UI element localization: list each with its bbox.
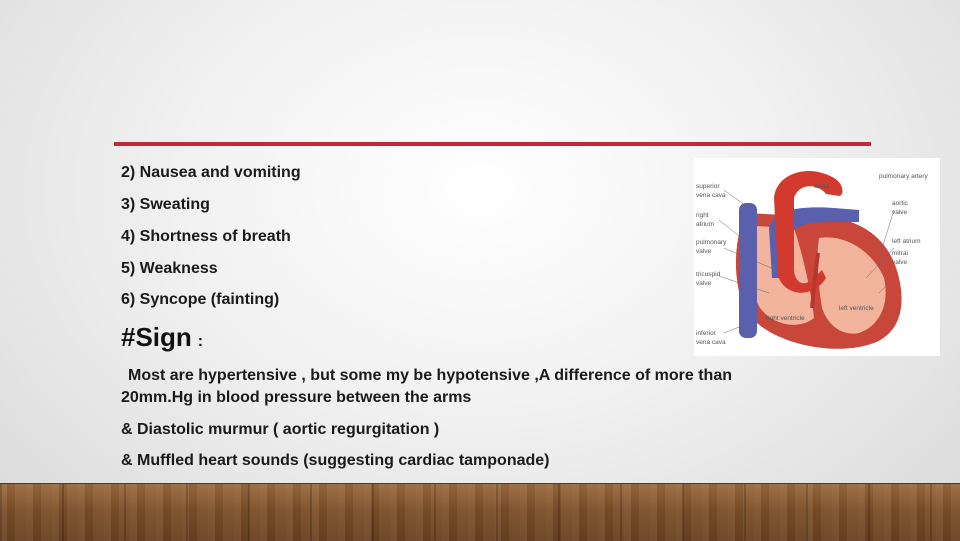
label-superior-vena-cava-2: vena cava: [696, 192, 726, 199]
label-left-atrium: left atrium: [892, 238, 921, 245]
sign-item-murmur: & Diastolic murmur ( aortic regurgitation ): [121, 421, 440, 438]
wood-floor-decoration: [0, 483, 960, 541]
label-inferior-vena-cava-1: inferior: [696, 330, 716, 337]
heart-diagram: [694, 158, 940, 356]
label-aortic-valve-1: aortic: [892, 200, 908, 207]
sign-heading-text: #Sign: [121, 322, 192, 352]
label-inferior-vena-cava-2: vena cava: [696, 339, 726, 346]
heart-diagram-svg: [694, 158, 940, 356]
sign-description: [121, 365, 821, 409]
label-aorta: aorta: [814, 183, 829, 190]
label-mitral-valve-1: mitral: [892, 250, 908, 257]
sign-heading-colon: :: [197, 333, 204, 350]
label-right-atrium-1: right: [696, 212, 709, 219]
label-right-ventricle: right ventricle: [766, 315, 805, 322]
symptom-item: 2) Nausea and vomiting: [121, 164, 301, 181]
sign-item-heart-sounds: & Muffled heart sounds (suggesting cardiac tamponade): [121, 452, 550, 469]
symptom-item: 3) Sweating: [121, 196, 210, 213]
sign-description-line2: 20mm.Hg in blood pressure between the arms: [121, 389, 472, 406]
label-pulmonary-valve-1: pulmonary: [696, 239, 727, 246]
symptom-item: 5) Weakness: [121, 260, 218, 277]
vena-cava: [739, 203, 757, 338]
sign-description-line1: Most are hypertensive , but some my be hypotensive ,A difference of more than: [128, 367, 732, 384]
label-left-ventricle: left ventricle: [839, 305, 874, 312]
label-pulmonary-artery: pulmonary artery: [879, 173, 928, 180]
label-mitral-valve-2: valve: [892, 259, 908, 266]
label-tricuspid-valve-2: valve: [696, 280, 712, 287]
title-divider-rule: [114, 142, 871, 146]
label-tricuspid-valve-1: tricuspid: [696, 271, 721, 278]
label-superior-vena-cava-1: superior: [696, 183, 720, 190]
label-right-atrium-2: atrium: [696, 221, 715, 228]
symptom-item: 4) Shortness of breath: [121, 228, 291, 245]
symptom-item: 6) Syncope (fainting): [121, 291, 280, 308]
sign-heading: [121, 322, 203, 353]
label-aortic-valve-2: valve: [892, 209, 908, 216]
label-pulmonary-valve-2: valve: [696, 248, 712, 255]
